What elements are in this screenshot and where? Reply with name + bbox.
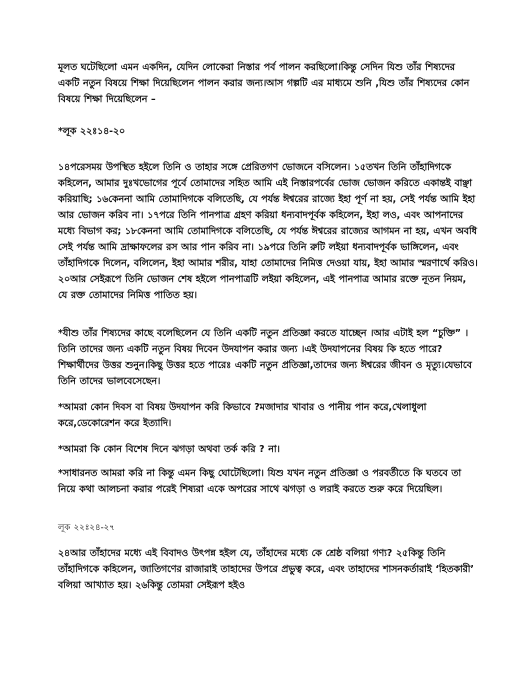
scripture-reference-luke-22-24-27: লূক ২২ঃ২৪-২৭ [58,523,115,533]
scripture-reference-luke-22-14-20: *লূক ২২ঃ১৪-২০ [58,126,126,137]
teaching-point-new-covenant: *যীশু তাঁর শিষ্যদের কাছে বলেছিলেন যে তিনি একটি নতুন প্রতিজ্ঞা করতে যাচ্ছেন ।আর এটাই হল “চুক্তি” ।তিনি তাদের জন্য একটি নতুন বিষয় দিবেন উদযাপন করার জন্য ।এই উদযাপনের বিষয় কি হতে পারে? শিক্ষার্থীদের উত্তর শুনুন।কিছু উত্তর হতে পারেঃ একটি নতুন প্রতিজ্ঞা,তাদের জন্য ঈশ্বরের জীবন ও মৃত্যু।যেভাবে তিনি তাদের ভালবেসেছেন। [58,328,472,387]
intro-paragraph: মূলত ঘটেছিলো এমন একদিন, যেদিন লোকেরা নিস্তার পর্ব পালন করছিলো।কিন্তু সেদিন যিশু তাঁর শিষ্যদের একটি নতুন বিষয়ে শিক্ষা দিয়েছিলেন পালন করার জন্য।আস গল্পটি এর মাধ্যমে শুনি ,যিশু তাঁর শিষ্যদের কোন বিষয়ে শিক্ষা দিয়েছিলেন – [58,62,470,105]
teaching-point-disciples-argument: *সাধারনত আমরা করি না কিন্তু এমন কিছু ঘোটেছিলো। যিশু যখন নতুন প্রতিজ্ঞা ও পরবর্তীতে কি ঘতবে তা নিয়ে কথা আলচনা করার পরেই শিষ্যরা একে অপরের সাথে ঝগড়া ও লরাই করতে শুরু করে দিয়েছিল। [58,468,462,495]
scripture-passage-luke-22-14-20: ১৪পরেসময় উপস্থিত হইলে তিনি ও তাহার সঙ্গে প্রেরিতগণ ভোজনে বসিলেন। ১৫তখন তিনি তাঁহাদিগকে কহিলেন, আমার দুঃখভোগের পূর্বে তোমাদের সহিত আমি এই নিস্তারপর্বের ভোজ ভোজন করিতে একান্তই বাঞ্ছা করিয়াছি; ১৬কেননা আমি তোমাদিগকে বলিতেছি, যে পর্যন্ত ঈশ্বরের রাজ্যে ইহা পূর্ণ না হয়, সেই পর্যন্ত আমি ইহা আর ভোজন করিব না। ১৭পরে তিনি পানপাত্র গ্রহণ করিয়া ধন্যবাদপূর্বক কহিলেন, ইহা লও, এবং আপনাদের মধ্যে বিভাগ কর; ১৮কেননা আমি তোমাদিগকে বলিতেছি, যে পর্যন্ত ঈশ্বরের রাজ্যের আগমন না হয়, এখন অবধি সেই পর্যন্ত আমি দ্রাক্ষাফলের রস আর পান করিব না। ১৯পরে তিনি রুটি লইয়া ধন্যবাদপূর্বক ভাঙ্গিলেন, এবং তাঁহাদিগকে দিলেন, বলিলেন, ইহা আমার শরীর, যাহা তোমাদের নিমিত্ত দেওয়া যায়, ইহা আমার স্মরণার্থে করিও। ২০আর সেইরূপে তিনি ভোজন শেষ হইলে পানপাত্রটি লইয়া কহিলেন, এই পানপাত্র আমার রক্তে নূতন নিয়ম, যে রক্ত তোমাদের নিমিত্ত পাতিত হয়। [58,162,478,301]
teaching-point-celebration: *আমরা কোন দিবস বা বিষয় উদযাপন করি কিভাবে ?মজাদার খাবার ও পানীয় পান করে,খেলাধুলা করে,ডেকোরেশন করে ইত্যাদি। [58,402,427,429]
scripture-passage-luke-22-24-27: ২৪আর তাঁহাদের মধ্যে এই বিবাদও উৎপন্ন হইল যে, তাঁহাদের মধ্যে কে শ্রেষ্ঠ বলিয়া গণ্য? ২৫কিন্তু তিনি তাঁহাদিগকে কহিলেন, জাতিগণের রাজারাই তাহাদের উপরে প্রভুত্ব করে, এবং তাহাদের শাসনকর্তারাই ‘হিতকারী’ বলিয়া আখ্যাত হয়। ২৬কিন্তু তোমরা সেইরূপ হইও [58,548,474,591]
teaching-point-quarrel-question: *আমরা কি কোন বিশেষ দিনে ঝগড়া অথবা তর্ক করি ? না। [58,444,280,455]
